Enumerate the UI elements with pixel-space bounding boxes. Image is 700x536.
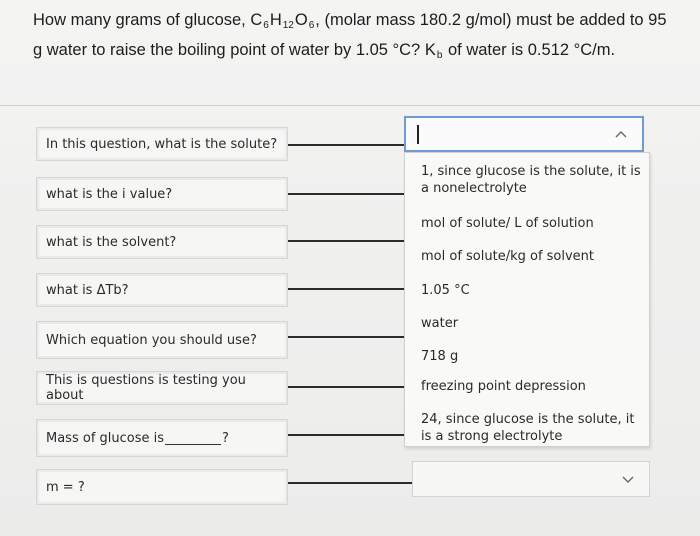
prompt-delta-tb xyxy=(36,273,288,307)
prompt-label: m = ? xyxy=(46,479,85,495)
question-text xyxy=(33,8,673,68)
chevron-up-icon[interactable] xyxy=(614,128,628,142)
question-part-5: of water is 0.512 °C/m. xyxy=(443,41,616,59)
connector-line xyxy=(288,144,404,146)
prompt-label: what is ΔTb? xyxy=(46,282,129,298)
connector-line xyxy=(288,336,404,338)
prompt-i-value xyxy=(36,177,288,211)
prompt-label: what is the i value? xyxy=(46,186,173,202)
molality-answer-select[interactable] xyxy=(412,461,650,497)
prompt-solute xyxy=(36,127,288,161)
prompt-label: This is questions is testing you about xyxy=(46,373,246,403)
section-divider xyxy=(0,105,700,106)
subscript-b: b xyxy=(436,50,443,61)
prompt-label: In this question, what is the solute? xyxy=(46,136,278,152)
prompt-equation xyxy=(36,321,288,359)
question-part-2: H xyxy=(269,11,282,29)
prompt-label: what is the solvent? xyxy=(46,234,177,250)
option-item[interactable]: freezing point depression xyxy=(421,379,586,394)
question-part-4: , (molar mass 180.2 g/mol) must be added to 95 g water to raise the boiling point of water by 1.05 °C? K xyxy=(33,11,667,59)
prompt-label: Which equation you should use? xyxy=(46,332,257,348)
text-cursor xyxy=(417,125,419,144)
subscript-oxygen: 6 xyxy=(308,20,315,31)
solute-answer-select[interactable] xyxy=(404,116,644,152)
prompt-label-after: ? xyxy=(222,430,229,446)
connector-line xyxy=(288,386,404,388)
subscript-hydrogen: 12 xyxy=(282,20,294,31)
option-item[interactable]: water xyxy=(421,316,459,331)
option-item[interactable]: mol of solute/kg of solvent xyxy=(421,249,595,264)
prompt-solvent xyxy=(36,225,288,259)
question-part-1: How many grams of glucose, C xyxy=(33,11,263,29)
question-part-3: O xyxy=(294,11,308,29)
option-item[interactable]: 24, since glucose is the solute, it is a strong electrolyte xyxy=(421,412,635,444)
connector-line xyxy=(288,288,404,290)
connector-line xyxy=(288,193,404,195)
subscript-carbon: 6 xyxy=(263,20,269,31)
connector-line xyxy=(288,482,412,484)
prompt-molality xyxy=(36,469,288,505)
option-item[interactable]: mol of solute/ L of solution xyxy=(421,216,594,231)
prompt-testing-topic xyxy=(36,371,288,405)
option-item[interactable]: 1, since glucose is the solute, it is a nonelectrolyte xyxy=(421,164,641,196)
answer-options-list xyxy=(404,152,650,447)
option-item[interactable]: 1.05 °C xyxy=(421,283,470,298)
connector-line xyxy=(288,434,404,436)
prompt-mass-glucose xyxy=(36,419,288,457)
answer-blank xyxy=(165,432,221,445)
connector-line xyxy=(288,240,404,242)
chevron-down-icon[interactable] xyxy=(621,472,635,486)
prompt-label-before: Mass of glucose is xyxy=(46,430,165,446)
option-item[interactable]: 718 g xyxy=(421,349,459,364)
